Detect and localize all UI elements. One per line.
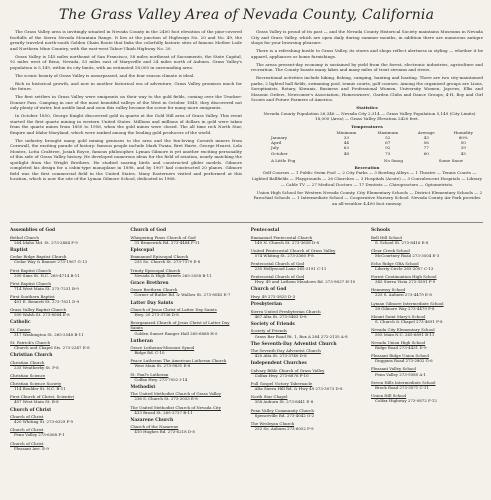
entry-name: Christian Science xyxy=(10,373,46,379)
directory-heading: Lutheran xyxy=(130,338,153,344)
directory-entry xyxy=(251,408,363,418)
entry-address: Corner of Butler Rd. & Wallow St. 273-8045 E-7 xyxy=(134,292,231,298)
directory-entry xyxy=(10,327,122,337)
temperature-cell: 77 xyxy=(423,145,429,151)
entry-address: Cedar Way & Banner 273-1967 G-13 xyxy=(14,259,88,265)
directory-entry xyxy=(10,394,122,404)
directory-entry xyxy=(10,441,122,451)
entry-name: United Pentecostal Church of Grass Valley xyxy=(250,247,336,253)
directory-entry xyxy=(251,309,363,319)
recreation-extra: Union High School for Western Nevada County. City Elementary Schools — District Elementary Schools — 2 Parochial Schools — 1 Intermediate School — Cooperative Nursery School. Nevada County Air Park provides an all-weather 4,400 foot runway. xyxy=(253,189,483,206)
directory-entry xyxy=(371,340,483,350)
entry-name: The United Methodist Church of Grass Valley xyxy=(130,391,221,397)
recreation-text: Golf Courses — 1 Public Swim Pool — 2 City Parks — 3 Bowling Alleys — 1 Theatre — Tennis Courts — Lighted Ballfields — Playgrounds — 26 Churches — 3 Hospitals (Acute) — 3 Convalescent Hospitals — Library — Cable TV — 27 Medical Doctors — 17 Dentists — Chiropractors — Optometrists. xyxy=(251,170,482,187)
entry-name: Pleasant Valley School xyxy=(370,366,416,372)
temperatures-heading: Temperatures xyxy=(351,124,383,130)
entry-name: Church of Christ xyxy=(10,427,44,433)
directory-entry xyxy=(371,353,483,363)
entry-address: 467 Alta St. 273-5463 D-8 xyxy=(254,313,307,319)
entry-name: Nevada City Elementary School xyxy=(370,326,435,332)
directory-entry xyxy=(130,254,242,264)
entry-name: Emmanuel Episcopal Church xyxy=(130,254,189,260)
info-column xyxy=(251,29,483,209)
directory-entry xyxy=(371,314,483,324)
temperature-cell: 92 xyxy=(385,145,391,151)
info-paragraph: Grass Valley is proud of its past — and the Nevada County Historical Society maintains Museums in Nevada City and Grass Valley, which are open daily during summer months, in addition there are numerous antique shops for your browsing pleasure. xyxy=(251,29,483,46)
directory-entry xyxy=(130,405,242,415)
entry-name: Seven Hills Intermediate School xyxy=(370,379,436,385)
directory-heading: Assemblies of God xyxy=(10,228,56,233)
directory-entry xyxy=(251,248,363,258)
temperature-cell: 50 xyxy=(460,140,466,146)
entry-name: Church of Jesus Christ of Latter Day Saints xyxy=(130,307,217,313)
entry-address: 358 Auburn St. 273-8441 E-8 xyxy=(254,399,314,405)
entry-name: St. Patrick's Church xyxy=(10,340,50,346)
temperature-cell: 52 xyxy=(385,134,391,140)
directory-entry xyxy=(130,320,242,335)
entry-address: 236 S. Church St. 273-2033 E-8 xyxy=(134,396,198,402)
temperature-cell: 45 xyxy=(460,150,466,156)
entry-address: 235 Weatherby St. F-8 xyxy=(14,364,59,370)
entry-address: 235 So. Church St. 273-7379 E-8 xyxy=(134,259,201,265)
directory-heading: Grace Brethren xyxy=(130,280,169,286)
directory-entry xyxy=(10,281,122,291)
entry-name: Emmanuel Pentecostal Church xyxy=(250,234,313,240)
entry-address: 345 Sierra Vista 273-3591 F-9 xyxy=(374,279,436,285)
entry-name: Penn Valley Community Church xyxy=(250,407,314,413)
history-paragraph: Grass Valley is 145 miles northeast of San Francisco, 58 miles northeast of Sacramento, the State Capital, 92 miles west of Reno, Nevada, 53 miles east of Marysville and 24 miles north of Auburn. Grass Valley's population is 5,149, within its city limits, with an estimated 18,000 in surrounding area. xyxy=(10,53,242,70)
entry-address: 317 Washington St. 265-2048 B-11 xyxy=(14,332,84,337)
entry-address: Church and Chapel Sts. 273-2347 E-8 xyxy=(14,345,90,351)
directory-heading: Baptist xyxy=(10,247,28,253)
temperature-caption xyxy=(251,158,483,163)
entry-name: Christian Church xyxy=(10,359,45,365)
caption-snow: Some Snow xyxy=(438,157,464,163)
temperature-cell: 67 xyxy=(385,140,391,146)
directory-entry xyxy=(251,261,363,271)
entry-name: Church of Christ xyxy=(10,414,44,420)
directory-entry xyxy=(130,358,242,368)
entry-address: Hwy. 20 273-3736 D-8 xyxy=(134,312,179,318)
entry-name: Trinity Episcopal Church xyxy=(130,267,181,273)
directory-entry xyxy=(251,328,363,338)
history-paragraph: The scenic beauty of Grass Valley is unsurpassed, and the four season climate is ideal. xyxy=(15,72,195,78)
directory-entry xyxy=(371,366,483,376)
directory-entry xyxy=(130,345,242,355)
section-divider xyxy=(10,222,483,223)
entry-name: Pentecostal Church of God xyxy=(250,274,305,280)
entry-name: Reorganized Church of Jesus Christ of Latter Day Saints xyxy=(130,320,230,331)
directory-entry xyxy=(251,294,363,299)
directory-heading: The Seventh-Day Adventist Church xyxy=(250,341,337,347)
entry-address: Colfax Hwy. 273-6876 F-10 xyxy=(254,373,309,379)
directory-heading: Nazarene Church xyxy=(130,417,174,423)
page-title: The Grass Valley Area of Nevada County, California xyxy=(58,7,435,23)
entry-name: Bethel Church xyxy=(10,234,39,240)
entry-name: Hwy. 49 273-3825 D-3 xyxy=(250,293,296,299)
entry-name: Hennessy School xyxy=(370,287,406,293)
entry-address: 252 So. Auburn 273-6052 F-9 xyxy=(254,425,314,431)
entry-address: Alta Sierra Hill Rd. & Hwy 49 273-3073 D-8 xyxy=(254,386,343,392)
entry-name: St. Paul's Lutheran xyxy=(130,371,169,377)
history-paragraph: In October 1850, George Knight discovered gold in quartz at the Gold Hill area of Grass Valley. This event started the first quartz mining in western United States. Millions and millions of dollars in gold were taken from the quartz mines from 1850 to 1956, when the gold mines were closed. The all time rich North Star, Empire and Idaho-Maryland, which were ranked among the leading gold producers of the world. xyxy=(10,113,242,135)
directory-entry xyxy=(130,287,242,297)
temperature-column-header: Minimum xyxy=(336,129,357,135)
temperature-column-header: Maximum xyxy=(377,129,399,135)
entry-address: McCourtney Road 273-3504 E-3 xyxy=(374,252,440,258)
temperature-table xyxy=(251,130,483,156)
directory-entry xyxy=(371,393,483,403)
directory-entry xyxy=(10,268,122,278)
entry-name: The Seventh-Day Adventist Church xyxy=(250,348,321,354)
directory-entry xyxy=(10,235,122,245)
directory-column xyxy=(251,227,363,454)
info-paragraph: There is a refreshing bustle to Grass Valley, its stores and shops reflect alertness in styling — whether it be apparel, appliances or home furnishings. xyxy=(251,48,483,59)
entry-address: Nevada & High Streets 265-2058 B-11 xyxy=(134,272,212,278)
directory-heading: Episcopal xyxy=(130,247,155,253)
temperature-cell: April xyxy=(271,140,282,146)
directory-listing xyxy=(10,227,483,454)
entry-address: Grass Bar Road Rt. 1, Box A 284 272-2135 A-8 xyxy=(254,333,348,339)
entry-address: S. Church & Chapel 273-4691 F-8 xyxy=(374,318,443,324)
directory-entry xyxy=(251,421,363,431)
entry-address: 114 Boulder St. N.C. B-11 xyxy=(14,386,66,392)
info-paragraphs xyxy=(251,29,483,103)
entry-address: Penn Valley 273-9380 A-1 xyxy=(374,371,427,377)
history-paragraph: Rich in historical growth, and now in another historical era of adventure, Grass Valley promises much for the future. xyxy=(10,80,242,92)
entry-address: 200 Sims St. N.C. 265-4714 B-11 xyxy=(14,272,80,278)
directory-entry xyxy=(371,327,483,337)
entry-address: Spenceville Rd. 273-4042 G-2 xyxy=(254,412,315,418)
entry-address: 574 Whiting St. 273-3360 F-8 xyxy=(254,252,314,258)
directory-entry xyxy=(10,340,122,350)
entry-name: Grace Brethren Church xyxy=(130,287,178,293)
directory-entry xyxy=(10,381,122,391)
entry-name: Mount Saint Mary's School xyxy=(370,313,426,319)
directory-entry xyxy=(371,248,483,258)
history-paragraph: The industry brought many gold mining geniuses to the area and the fun-loving Cornish miners from Cornwall, the exciting parade of history: famous people include Mark Twain, Bret Harte, George Hearst, Lola Montez, Lotta Crabtree, Josiah Royce, famous philosopher. Lyman Gilmore is yet another exciting personality of this side of Grass Valley history. He developed numerous ideas for the field of aviation, nearly matching the spotlight from the Wright Brothers. He studied soaring birds and constructed glider models. Gilmore completed his design for a cabin-type monoplane in 1898, and by 1907 had constructed 20 planes. Gilmore field was the first commercial field in the United States. Many Easterners visited and performed at this location, which is now the site of the Lyman Gilmore School, dedicated in 1968. xyxy=(10,137,242,182)
directory-heading: Independent Churches xyxy=(250,361,307,367)
entry-address: West Main St. 273-9831 E-8 xyxy=(134,363,191,369)
directory-entry xyxy=(251,381,363,391)
directory-heading: Schools xyxy=(370,228,391,233)
directory-entry xyxy=(130,372,242,382)
entry-address: Colfax Hwy. 273-7052 I-14 xyxy=(134,376,188,382)
entry-address: 407 West Main St. B-8 xyxy=(14,399,59,405)
directory-entry xyxy=(130,235,242,245)
temperature-cell: October xyxy=(271,150,288,156)
temperature-cell: 39 xyxy=(460,145,466,151)
directory-entry xyxy=(10,294,122,304)
directory-entry xyxy=(130,307,242,317)
directory-heading: Church of God xyxy=(250,287,287,293)
directory-entry xyxy=(10,373,122,378)
entry-name: Calvary Bible Church of Grass Valley xyxy=(250,367,325,373)
entry-name: North Star Chapel xyxy=(250,394,288,400)
directory-entry xyxy=(371,287,483,297)
directory-heading: Catholic xyxy=(10,320,31,326)
entry-name: Pentecostal Church of God xyxy=(250,260,305,266)
entry-name: Full Gospel Victory Tabernacle xyxy=(250,381,313,387)
directory-entry xyxy=(251,348,363,358)
directory-entry xyxy=(251,274,363,284)
entry-name: Church of the Nazarene xyxy=(130,424,179,430)
entry-address: Ridge Road 273-4431 D-9 xyxy=(374,345,427,351)
entry-address: Dugguns Road 273-2802 G-6 xyxy=(374,358,433,364)
entry-address: 505 Main N.C. 265-6891 B-11 xyxy=(374,332,435,337)
temperature-cell: 73 xyxy=(385,150,391,156)
entry-address: 140 N. Church St. 273-3638 D-8 xyxy=(254,239,320,245)
entry-name: Bell Hill School xyxy=(370,234,402,240)
temperature-column-header: Humidity xyxy=(453,129,473,135)
temperature-cell: 63 xyxy=(343,145,349,151)
directory-entry xyxy=(371,235,483,245)
entry-name: The United Methodist Church of Nevada City xyxy=(130,404,221,410)
entry-name: First Baptist Church xyxy=(10,280,51,286)
entry-address: Pleasant Ave. E-9 xyxy=(14,445,49,451)
directory-entry xyxy=(371,261,483,271)
history-column xyxy=(10,29,242,209)
entry-address: Brock Road 273-3071 C-11 xyxy=(374,384,429,390)
entry-name: First Baptist Church xyxy=(10,267,51,273)
statistics-heading: Statistics xyxy=(356,105,378,111)
entry-name: Peace Lutheran The American Lutheran Church xyxy=(130,358,227,364)
directory-heading: Church of God xyxy=(130,228,167,233)
entry-address: 500 Walsh St. 273-8084 E-8 xyxy=(14,312,70,318)
directory-entry xyxy=(371,301,483,311)
directory-entry xyxy=(251,368,363,378)
temperature-cell: 60 xyxy=(423,150,429,156)
directory-heading: Latter Day Saints xyxy=(130,300,174,306)
temperature-row xyxy=(251,151,483,156)
directory-entry xyxy=(251,394,363,404)
directory-column xyxy=(10,227,122,454)
entry-address: Golden Sunset Ranger Hall 265-6668 H-5 xyxy=(134,330,218,336)
entry-name: Echo Ridge GBA School xyxy=(370,260,419,266)
entry-name: Pleasant Ridge Union School xyxy=(370,353,429,359)
entry-name: Cedar Ridge Baptist Church xyxy=(10,254,67,260)
info-paragraph: The areas present-day economy is sustained by yield from the forest, electronic industries, agriculture and recreation. The County boasts many lakes and many miles of trout streams and rivers. xyxy=(251,61,483,73)
entry-name: Forest Continuation High School xyxy=(370,274,437,280)
directory-entry xyxy=(10,307,122,317)
directory-column xyxy=(130,227,242,454)
entry-address: 420 Whiting St. 273-6329 F-9 xyxy=(14,419,74,425)
directory-heading: Church of Christ xyxy=(10,407,52,413)
entry-name: Lyman Gilmore Intermediate School xyxy=(370,300,444,306)
entry-address: 230 Hollywood Lane 265-3191 C-11 xyxy=(254,266,327,272)
entry-address: 410 Hughes Rd. 273-6218 D-8 xyxy=(134,429,195,435)
entry-address: 264 Idaho Md. St. 273-2484 F-9 xyxy=(14,239,78,245)
entry-name: Christian Science Society xyxy=(10,381,62,387)
temperature-column-header: Average xyxy=(417,129,435,135)
entry-address: Liberty Circle 265-2007 C-13 xyxy=(374,266,434,272)
temperature-cell: July xyxy=(271,145,279,151)
entry-name: Union Hill School xyxy=(370,392,407,398)
entry-name: Grass Valley Baptist Church xyxy=(10,307,66,313)
history-paragraph: The first settlers in Grass Valley were emigrants on their way to the gold fields, coming over the Truckee-Donner Pass. Camping in one of the most beautiful valleys of the West in October 1849, they discovered not only plenty of water, but arable land and soon this valley became the scene for many more emigrants. xyxy=(10,94,242,111)
entry-address: Ridge Rd. C-10 xyxy=(134,350,165,356)
temperature-cell: 56 xyxy=(423,140,429,146)
entry-address: Penn Valley 273-6368 F-1 xyxy=(14,432,65,438)
entry-name: St. Canice xyxy=(10,326,31,332)
entry-address: 433 Broad St. 265-2727 B-11 xyxy=(134,409,193,415)
directory-entry xyxy=(130,268,242,278)
directory-entry xyxy=(371,380,483,390)
entry-address: 28 Gilmore Way 273-4479 F-8 xyxy=(374,305,435,311)
entry-name: Nevada Union High School xyxy=(370,340,426,346)
intro-columns xyxy=(10,29,483,209)
entry-address: 31 Brunswick Rd. 273-4484 F-11 xyxy=(134,239,200,245)
entry-name: Whispering Pines Church of God xyxy=(130,234,196,240)
entry-address: S. School St. 273-8416 E-8 xyxy=(374,239,429,245)
temperature-cell: 33 xyxy=(343,134,349,140)
history-paragraph: The Grass Valley area is invitingly situated in Nevada County in the 2400 foot elevation of the pine-covered foothills of the Sierra Nevada Mountain Range. It lies at the junction of Highways No. 20 and No. 49, the greatly traveled north-south Golden Chain Route that links the colorfully historic sites of famous Mother Lode and Northern Mine Country, with the east-west Tahoe-Ukiah Highway No. 20. xyxy=(10,29,242,51)
temperature-cell: 48 xyxy=(343,150,349,156)
recreation-heading: Recreation xyxy=(354,164,380,170)
temperature-cell: 43 xyxy=(423,134,429,140)
entry-address: 225 S. Auburn 273-4479 E-8 xyxy=(374,292,432,298)
statistics-text: Nevada County Population 26,346 — Nevada City 2,314 — Grass Valley Population 5,149 (City Limits) 18,000 (Area) — Grass Valley Elevation 2420 feet. xyxy=(263,110,476,122)
info-paragraph: Recreational activities include hiking, fishing, camping, hunting and boating. There are two city-maintained parks, 2 lighted ball fields, swimming pool, tennis courts, golf courses. Among the organized groups are Lions, Soroptimists, Rotary, Kiwanis, Business and Professional Women, University Women, Jaycees, Elks and Masonic Orders, Newcomer's Association, Homeowners', Garden Clubs and Dance Groups; 4-H, Boy and Girl Scouts and Future Farmers of America. xyxy=(251,75,483,103)
directory-entry xyxy=(10,427,122,437)
entry-name: Church of Christ xyxy=(10,440,44,446)
directory-heading: Pentecostal xyxy=(250,228,280,233)
entry-address: 401 E. Bennett St. 273-7821 D-9 xyxy=(14,299,80,305)
directory-entry xyxy=(251,235,363,245)
caption-smog: No Smog xyxy=(383,157,404,163)
directory-entry xyxy=(371,274,483,284)
entry-name: First Southern Baptist xyxy=(10,293,55,299)
entry-address: 714 West Main St. 273-7231 B-9 xyxy=(14,285,79,291)
entry-address: 420 Alta St. 273-3740 D-8 xyxy=(254,353,307,359)
temperature-cell: January xyxy=(271,134,288,140)
entry-name: Clear Creek School xyxy=(370,247,410,253)
directory-heading: Presbyterian xyxy=(250,302,282,308)
directory-entry xyxy=(10,254,122,264)
directory-entry xyxy=(130,391,242,401)
entry-name: Society of Friends xyxy=(250,328,287,334)
directory-entry xyxy=(10,360,122,370)
directory-entry xyxy=(10,414,122,424)
directory-heading: Society of Friends xyxy=(250,321,295,327)
entry-name: Grace Lutheran-Missouri Synod xyxy=(130,345,195,351)
entry-address: Colfax Highway 273-0872 F-12 xyxy=(374,397,437,403)
entry-name: The Wesleyan Church xyxy=(250,420,295,426)
directory-heading: Christian Church xyxy=(10,353,53,359)
caption-fog: A Little Fog xyxy=(271,157,296,163)
temperature-cell: 80% xyxy=(458,134,468,140)
directory-entry xyxy=(130,424,242,434)
entry-name: Sierra United Presbyterian Church xyxy=(250,308,321,314)
entry-address: Hwy. 49 and Lathem Meadows Rd. 273-9637 H-10 xyxy=(254,279,356,285)
directory-column xyxy=(371,227,483,454)
temperature-cell: 44 xyxy=(343,140,349,146)
entry-name: First Church of Christ, Scientist xyxy=(10,394,75,400)
directory-heading: Methodist xyxy=(130,384,156,390)
